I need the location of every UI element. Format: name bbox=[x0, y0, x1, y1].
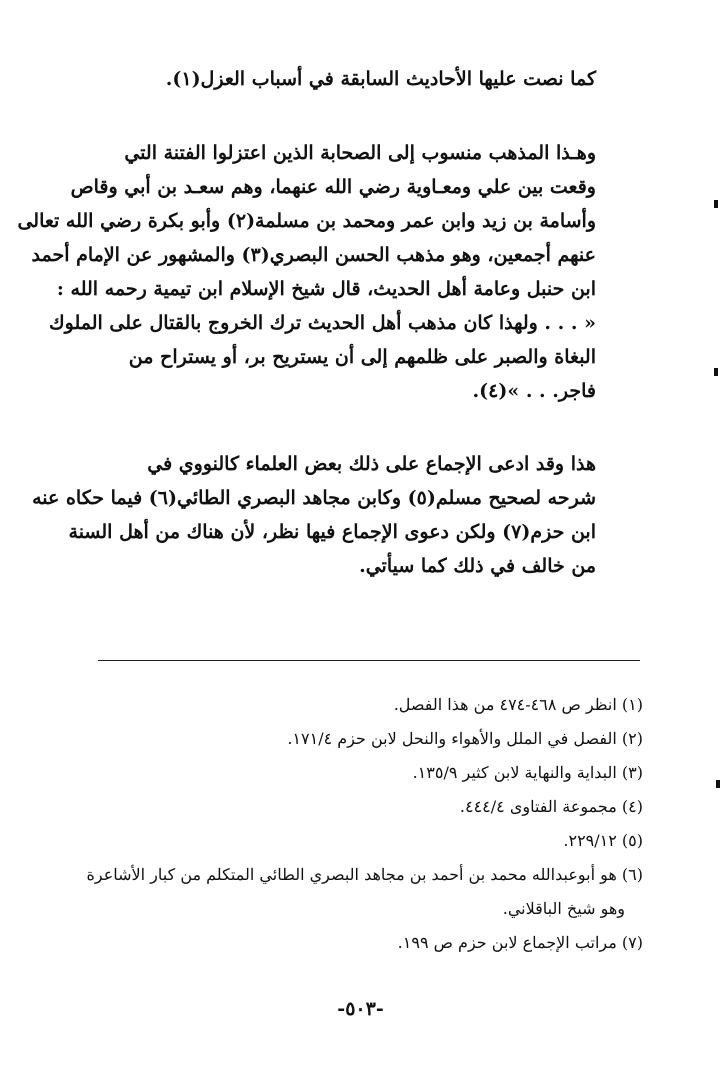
footnote-6-continued: وهو شيخ الباقلاني. bbox=[502, 899, 625, 918]
text-line: « . . . ولهذا كان مذهب أهل الحديث ترك الخروج بالقتال على الملوك bbox=[48, 312, 596, 334]
footnote-6: (٦) هو أبوعبدالله محمد بن أحمد بن مجاهد البصري الطائي المتكلم من كبار الأشاعرة bbox=[86, 865, 643, 884]
text-line: البغاة والصبر على ظلمهم إلى أن يستريح بر، أو يستراح من bbox=[128, 346, 596, 368]
footnote-4: (٤) مجموعة الفتاوى ٤٤٤/٤. bbox=[459, 797, 643, 816]
text-line: كما نصت عليها الأحاديث السابقة في أسباب العزل(١). bbox=[165, 68, 596, 90]
paragraph-1 bbox=[17, 136, 596, 408]
text-line: عنهم أجمعين، وهو مذهب الحسن البصري(٣) والمشهور عن الإمام أحمد bbox=[31, 244, 596, 266]
footnotes bbox=[83, 688, 643, 960]
footnote-divider bbox=[98, 660, 640, 661]
text-line: شرحه لصحيح مسلم(٥) وكابن مجاهد البصري الطائي(٦) فيما حكاه عنه bbox=[32, 487, 596, 509]
text-line: وقعت بين علي ومعـاوية رضي الله عنهما، وهم سعـد بن أبي وقاص bbox=[70, 176, 596, 198]
text-line: من خالف في ذلك كما سيأتي. bbox=[359, 555, 596, 577]
text-line: وهـذا المذهب منسوب إلى الصحابة الذين اعتزلوا الفتنة التي bbox=[124, 142, 596, 164]
footnote-1: (١) انظر ص ٤٦٨-٤٧٤ من هذا الفصل. bbox=[393, 695, 643, 714]
text-line: وأسامة بن زيد وابن عمر ومحمد بن مسلمة(٢) وأبو بكرة رضي الله تعالى bbox=[17, 210, 596, 232]
footnote-2: (٢) الفصل في الملل والأهواء والنحل لابن حزم ١٧١/٤. bbox=[287, 729, 643, 748]
footnote-3: (٣) البداية والنهاية لابن كثير ١٣٥/٩. bbox=[412, 763, 643, 782]
footnote-7: (٧) مراتب الإجماع لابن حزم ص ١٩٩. bbox=[397, 933, 643, 952]
text-line: هذا وقد ادعى الإجماع على ذلك بعض العلماء كالنووي في bbox=[147, 453, 596, 475]
paragraph-2 bbox=[32, 447, 596, 583]
top-line bbox=[96, 62, 596, 96]
page-number: -٥٠٣- bbox=[337, 998, 384, 1020]
margin-mark bbox=[714, 200, 718, 208]
text-line: ابن حزم(٧) ولكن دعوى الإجماع فيها نظر، لأن هناك من أهل السنة bbox=[68, 521, 596, 543]
text-line: ابن حنبل وعامة أهل الحديث، قال شيخ الإسلام ابن تيمية رحمه الله : bbox=[56, 278, 596, 300]
text-line: فاجر. . . »(٤). bbox=[472, 380, 596, 402]
footnote-5: (٥) ٢٢٩/١٢. bbox=[563, 831, 643, 850]
margin-mark bbox=[714, 368, 718, 376]
margin-mark bbox=[716, 780, 720, 788]
